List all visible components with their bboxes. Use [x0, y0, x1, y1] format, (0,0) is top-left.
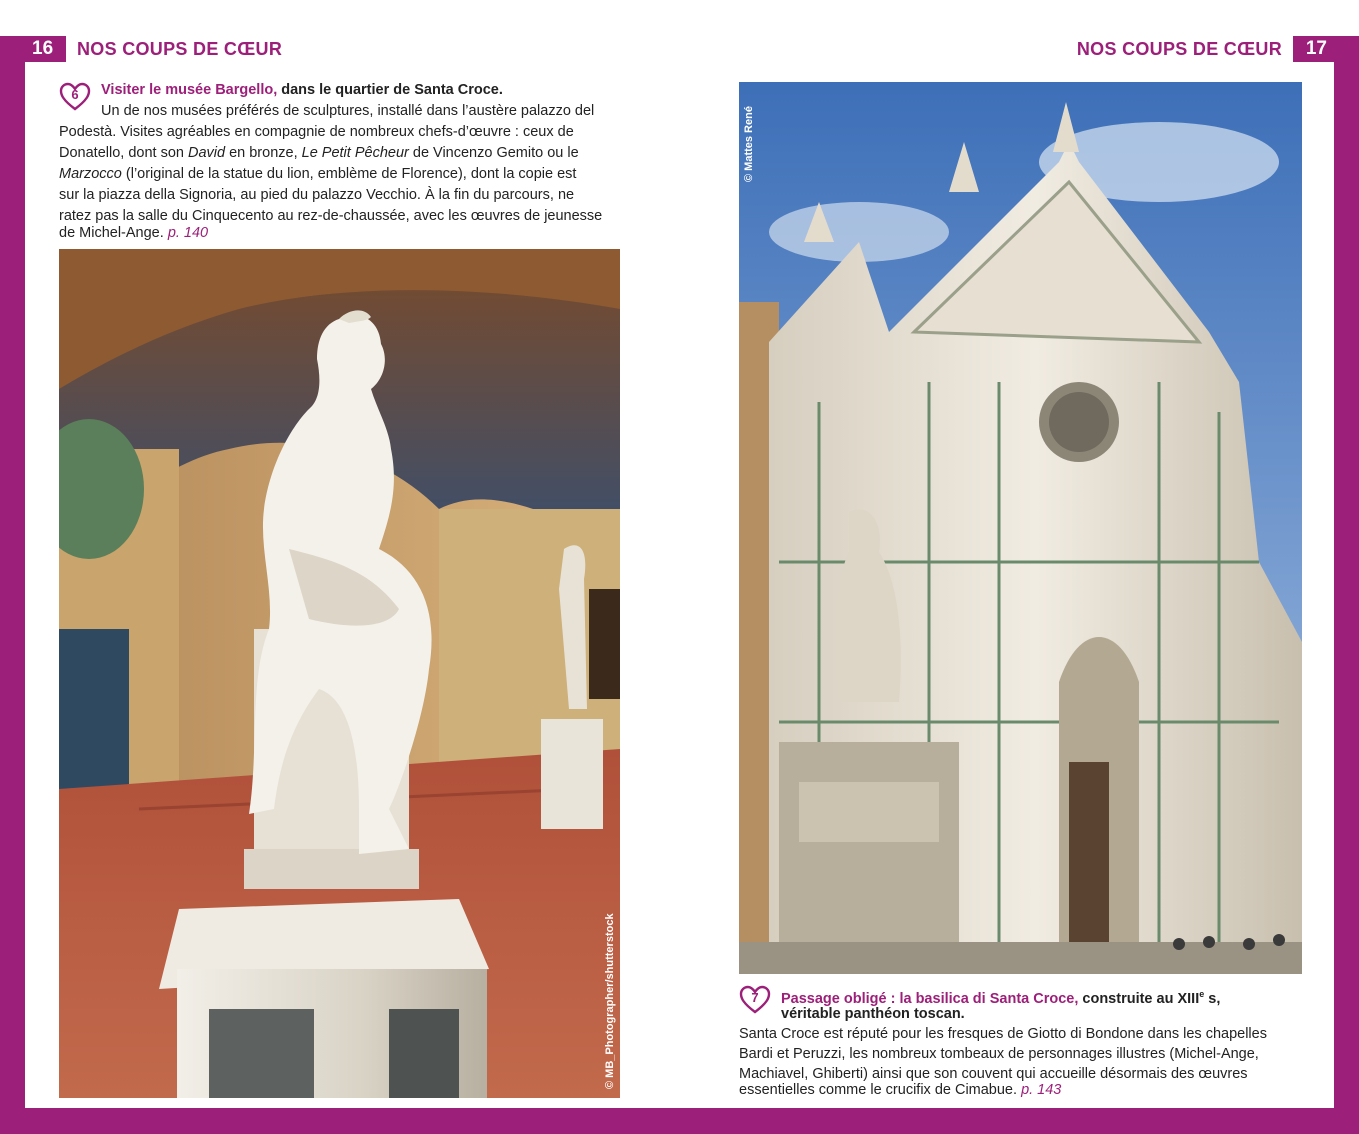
bottom-band [0, 1108, 1359, 1134]
santa-croce-photo-credit: © Mattes René [743, 106, 755, 182]
entry-7-lead-highlight: Passage obligé : la basilica di Santa Croce, [781, 990, 1079, 1007]
entry-6-lead-highlight: Visiter le musée Bargello, [101, 82, 278, 98]
right-page-number: 17 [1305, 38, 1327, 59]
entry-7-lead-line-2: véritable panthéon toscan. [781, 1006, 965, 1022]
badge-number: 6 [71, 87, 79, 102]
entry-6-body-line-7: de Michel-Ange. p. 140 [59, 225, 209, 241]
entry-6-body-line-1: Un de nos musées préférés de sculptures, installé dans l’austère palazzo del [101, 103, 595, 119]
entry-7-lead: Passage obligé : la basilica di Santa Croce, construite au XIIIe s, [781, 989, 1221, 1007]
entry-7-page-ref: p. 143 [1021, 1082, 1062, 1098]
badge-number: 7 [751, 990, 759, 1005]
bargello-statue-photo [59, 249, 620, 1098]
right-running-head: NOS COUPS DE CŒUR [1076, 39, 1282, 59]
entry-6-page-ref: p. 140 [167, 225, 209, 241]
entry-6-body-line-4: Marzocco (l’original de la statue du lion, emblème de Florence), dont la copie est [59, 166, 577, 182]
entry-6-body-line-6: ratez pas la salle du Cinquecento au rez-de-chaussée, avec les œuvres de jeunesse [59, 208, 603, 224]
heart-badge-6 [59, 82, 91, 112]
entry-6-body-line-2: Podestà. Visites agréables en compagnie de nombreux chefs-d’œuvre : ceux de [59, 124, 574, 140]
entry-7-body-line-3: Machiavel, Ghiberti) ainsi que son couvent qui accueille désormais des œuvres [739, 1066, 1248, 1082]
entry-6-lead-rest: dans le quartier de Santa Croce. [281, 82, 503, 98]
heart-badge-7 [739, 985, 771, 1015]
entry-7-body-line-1: Santa Croce est réputé pour les fresques de Giotto di Bondone dans les chapelles [739, 1026, 1267, 1042]
santa-croce-photo [739, 82, 1302, 974]
left-page-number: 16 [32, 38, 54, 59]
entry-6-body-line-3: Donatello, dont son David en bronze, Le Petit Pêcheur de Vincenzo Gemito ou le [59, 145, 579, 161]
entry-6-lead [101, 80, 621, 101]
right-margin-band [1334, 36, 1359, 1134]
entry-7-body-line-2: Bardi et Peruzzi, les nombreux tombeaux de personnages illustres (Michel-Ange, [739, 1046, 1259, 1062]
left-running-head: NOS COUPS DE CŒUR [77, 39, 283, 59]
entry-6-body-line-5: sur la piazza della Signoria, au pied du palazzo Vecchio. À la fin du parcours, ne [59, 187, 575, 203]
entry-7-body-line-4: essentielles comme le crucifix de Cimabue. p. 143 [739, 1082, 1062, 1098]
left-margin-band [0, 36, 25, 1134]
bargello-photo-credit: © MB_Photographer/shutterstock [604, 913, 616, 1089]
